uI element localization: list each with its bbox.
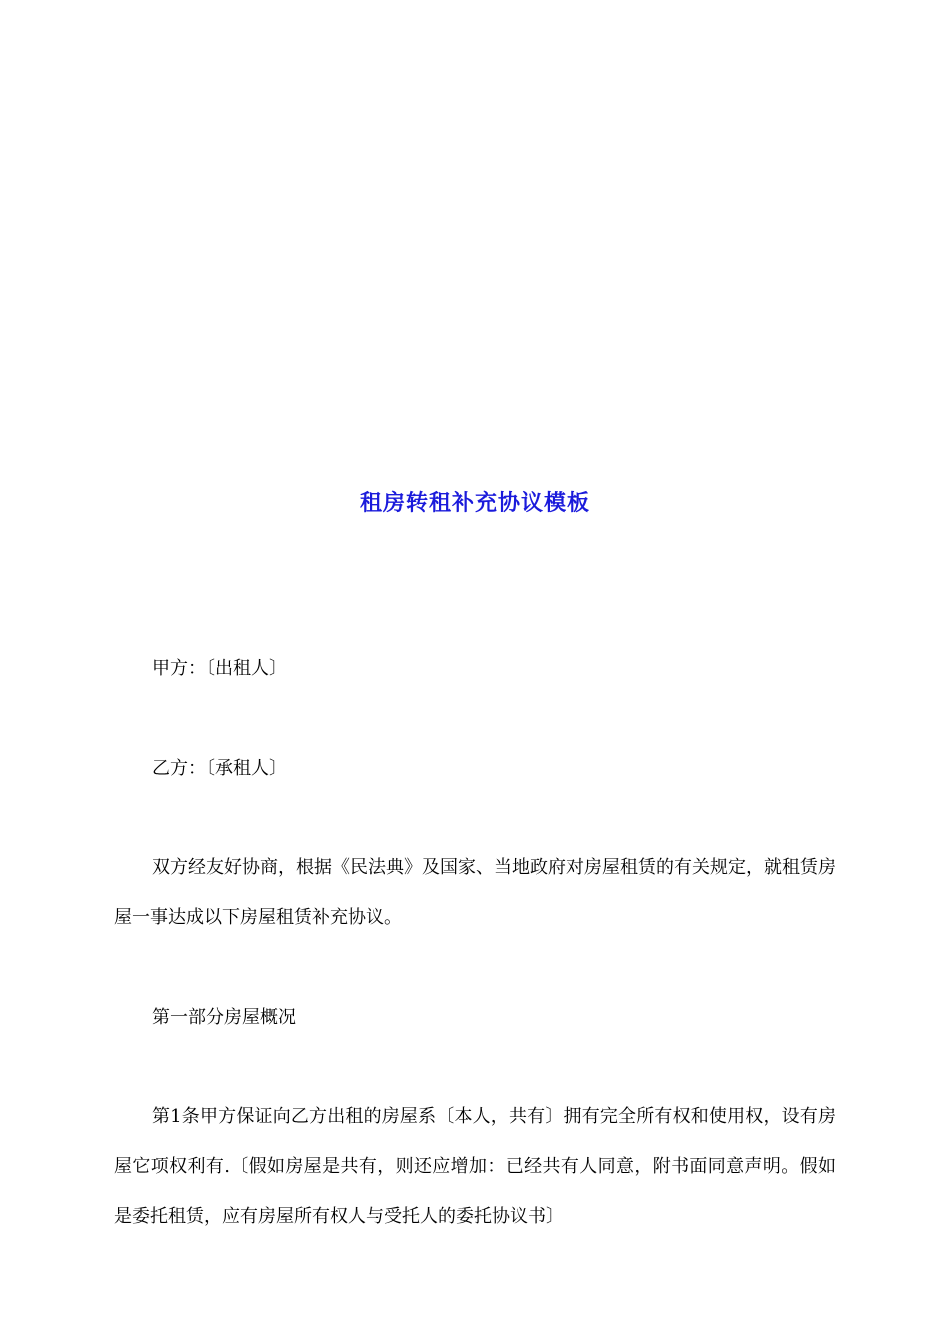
intro-paragraph: 双方经友好协商，根据《民法典》及国家、当地政府对房屋租赁的有关规定，就租赁房屋一事达成以下房屋租赁补充协议。 (114, 857, 836, 928)
party-a-line: 甲方：〔出租人〕 (152, 658, 287, 679)
clause-1-paragraph: 第1条甲方保证向乙方出租的房屋系〔本人，共有〕拥有完全所有权和使用权，设有房屋它项权利有.〔假如房屋是共有，则还应增加：已经共有人同意，附书面同意声明。假如是委托租赁，应有房屋所有权人与受托人的委托协议书〕 (114, 1106, 836, 1227)
document-title: 租房转租补充协议模板 (359, 490, 590, 516)
party-b-line: 乙方：〔承租人〕 (152, 758, 287, 779)
section-heading-property-overview: 第一部分房屋概况 (152, 1007, 296, 1028)
